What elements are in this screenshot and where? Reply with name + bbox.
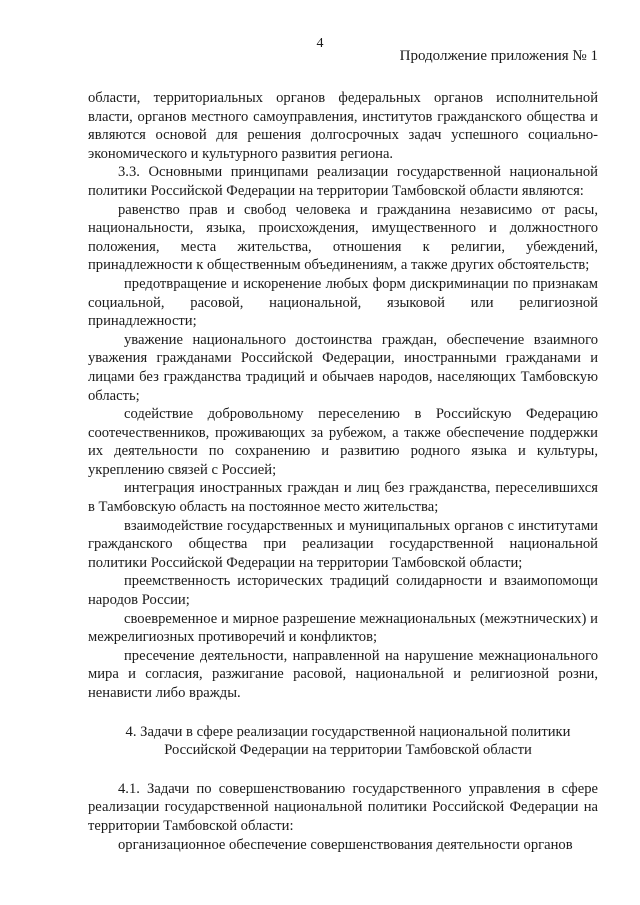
appendix-continuation-note: Продолжение приложения № 1 — [399, 48, 598, 64]
paragraph-intro: области, территориальных органов федеральных органов исполнительной власти, органов местного самоуправления, институтов гражданского общества и являются основой для решения долгосрочных задач успешного социально-экономического и культурного развития региона. — [88, 90, 598, 162]
principle-item: равенство прав и свобод человека и гражданина независимо от расы, национальности, языка, происхождения, имущественного и должностного положения, места жительства, отношения к религии, убеждений, принадлежности к общественным объединениям, а также других обстоятельств; — [88, 201, 598, 274]
principle-item: пресечение деятельности, направленной на нарушение межнационального мира и согласия, разжигание расовой, национальной и религиозной розни, ненависти либо вражды. — [88, 647, 598, 701]
principle-item: содействие добровольному переселению в Российскую Федерацию соотечественников, проживающих за рубежом, а также обеспечение поддержки их деятельности по сохранению и развитию родного языка и культуры, укреплению связей с Россией; — [88, 406, 598, 478]
spacer — [88, 703, 598, 723]
section-4-heading-line-2: Российской Федерации на территории Тамбовской области — [164, 742, 532, 759]
document-body — [88, 89, 598, 854]
principle-item: взаимодействие государственных и муниципальных органов с институтами гражданского общества при реализации государственной национальной политики Российской Федерации на территории Тамбовской области; — [88, 517, 598, 571]
spacer — [88, 760, 598, 780]
page-number: 4 — [316, 36, 324, 51]
paragraph-last: организационное обеспечение совершенствования деятельности органов — [118, 836, 573, 853]
paragraph-3-3: 3.3. Основными принципами реализации государственной национальной политики Российской Федерации на территории Тамбовской области являются: — [88, 164, 598, 199]
section-4-heading-line-1: 4. Задачи в сфере реализации государственной национальной политики — [125, 723, 571, 740]
paragraph-4-1: 4.1. Задачи по совершенствованию государственного управления в сфере реализации государственной национальной политики Российской Федерации на территории Тамбовской области: — [88, 780, 598, 834]
principle-item: своевременное и мирное разрешение межнациональных (межэтнических) и межрелигиозных противоречий и конфликтов; — [88, 610, 598, 646]
principle-item: уважение национального достоинства граждан, обеспечение взаимного уважения гражданами Российской Федерации, иностранными гражданами и лицами без гражданства традиций и обычаев народов, населяющих Тамбовскую область; — [88, 331, 598, 404]
principle-item: предотвращение и искоренение любых форм дискриминации по признакам социальной, расовой, национальной, языковой или религиозной принадлежности; — [88, 275, 598, 330]
principle-item: преемственность исторических традиций солидарности и взаимопомощи народов России; — [88, 573, 598, 609]
principle-item: интеграция иностранных граждан и лиц без гражданства, переселившихся в Тамбовскую область на постоянное место жительства; — [88, 480, 598, 516]
